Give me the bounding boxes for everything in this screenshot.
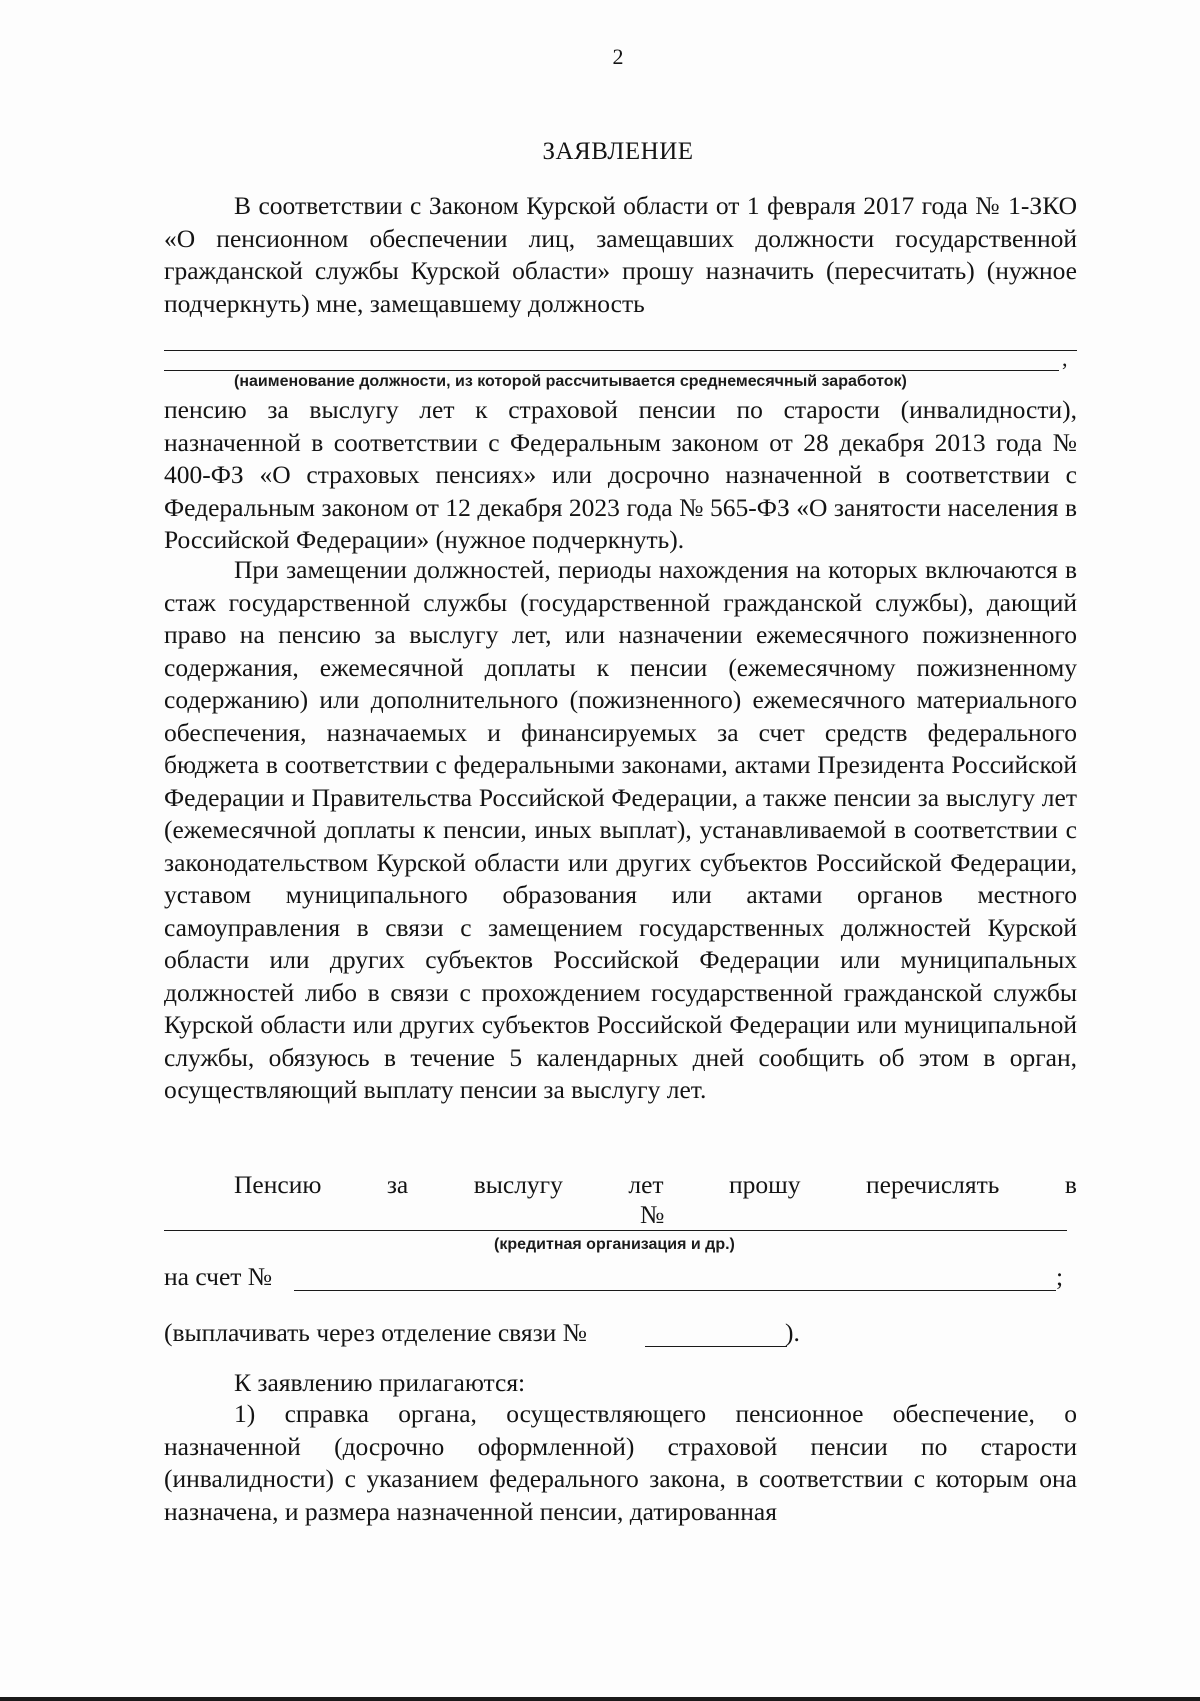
transfer-word: выслугу <box>473 1170 563 1199</box>
position-caption: (наименование должности, из которой рассчитывается среднемесячный заработок) <box>234 373 907 390</box>
scan-edge <box>0 1697 1200 1701</box>
attachment-item-1: 1) справка органа, осуществляющего пенсионное обеспечение, о назначенной (досрочно оформленной) страховой пенсии по старости (инвалидности) с указанием федерального закона, в соответствии с которым она назначена, и размера назначенной пенсии, датированная <box>164 1399 1077 1526</box>
account-field-line[interactable] <box>294 1290 1056 1291</box>
bank-number-sign: № <box>640 1200 665 1229</box>
transfer-request-line <box>234 1170 1077 1200</box>
transfer-word: прошу <box>729 1170 801 1199</box>
transfer-word: перечислять <box>866 1170 1000 1199</box>
transfer-word: Пенсию <box>234 1170 322 1199</box>
position-line-1[interactable] <box>164 350 1077 351</box>
position-line-comma: , <box>1062 346 1068 371</box>
position-line-2[interactable] <box>164 370 1059 371</box>
bank-caption: (кредитная организация и др.) <box>494 1236 735 1253</box>
intro-paragraph: В соответствии с Законом Курской области от 1 февраля 2017 года № 1-ЗКО «О пенсионном обеспечении лиц, замещавших должности государственной гражданской службы Курской области» прошу назначить (пересчитать) (нужное подчеркнуть) мне, замещавшему должность <box>164 191 1077 318</box>
bank-field-line[interactable] <box>164 1230 1067 1231</box>
transfer-word: лет <box>628 1170 664 1199</box>
pension-paragraph: пенсию за выслугу лет к страховой пенсии по старости (инвалидности), назначенной в соответствии с Федеральным законом от 28 декабря 2013 года № 400-ФЗ «О страховых пенсиях» или досрочно назначенной в соответствии с Федеральным законом от 12 декабря 2023 года № 565-ФЗ «О занятости населения в Российской Федерации» (нужное подчеркнуть). <box>164 395 1077 554</box>
post-office-label: (выплачивать через отделение связи № <box>164 1318 588 1347</box>
post-office-field-line[interactable] <box>645 1346 787 1347</box>
obligation-paragraph: При замещении должностей, периоды нахождения на которых включаются в стаж государственной службы (государственной гражданской службы), дающий право на пенсию за выслугу лет, или назначении ежемесячного пожизненного содержания, ежемесячной доплаты к пенсии (ежемесячному пожизненному содержанию) или дополнительного (пожизненного) ежемесячного материального обеспечения, назначаемых и финансируемых за счет средств федерального бюджета в соответствии с федеральными законами, актами Президента Российской Федерации и Правительства Российской Федерации, а также пенсии за выслугу лет (ежемесячной доплаты к пенсии, иных выплат), устанавливаемой в соответствии с законодательством Курской области или других субъектов Российской Федерации, уставом муниципального образования или актами органов местного самоуправления в связи с замещением государственных должностей Курской области или других субъектов Российской Федерации или муниципальных должностей либо в связи с прохождением государственной гражданской службы Курской области или других субъектов Российской Федерации или муниципальной службы, обязуюсь в течение 5 календарных дней сообщить об этом в орган, осуществляющий выплату пенсии за выслугу лет. <box>164 555 1077 1104</box>
transfer-word: в <box>1064 1170 1077 1199</box>
document-heading: ЗАЯВЛЕНИЕ <box>542 138 694 165</box>
post-office-end: ). <box>785 1318 800 1347</box>
transfer-word: за <box>386 1170 409 1199</box>
account-label: на счет № <box>164 1262 273 1291</box>
page-number: 2 <box>612 44 624 69</box>
attachments-label: К заявлению прилагаются: <box>234 1368 526 1397</box>
account-end: ; <box>1056 1262 1064 1291</box>
